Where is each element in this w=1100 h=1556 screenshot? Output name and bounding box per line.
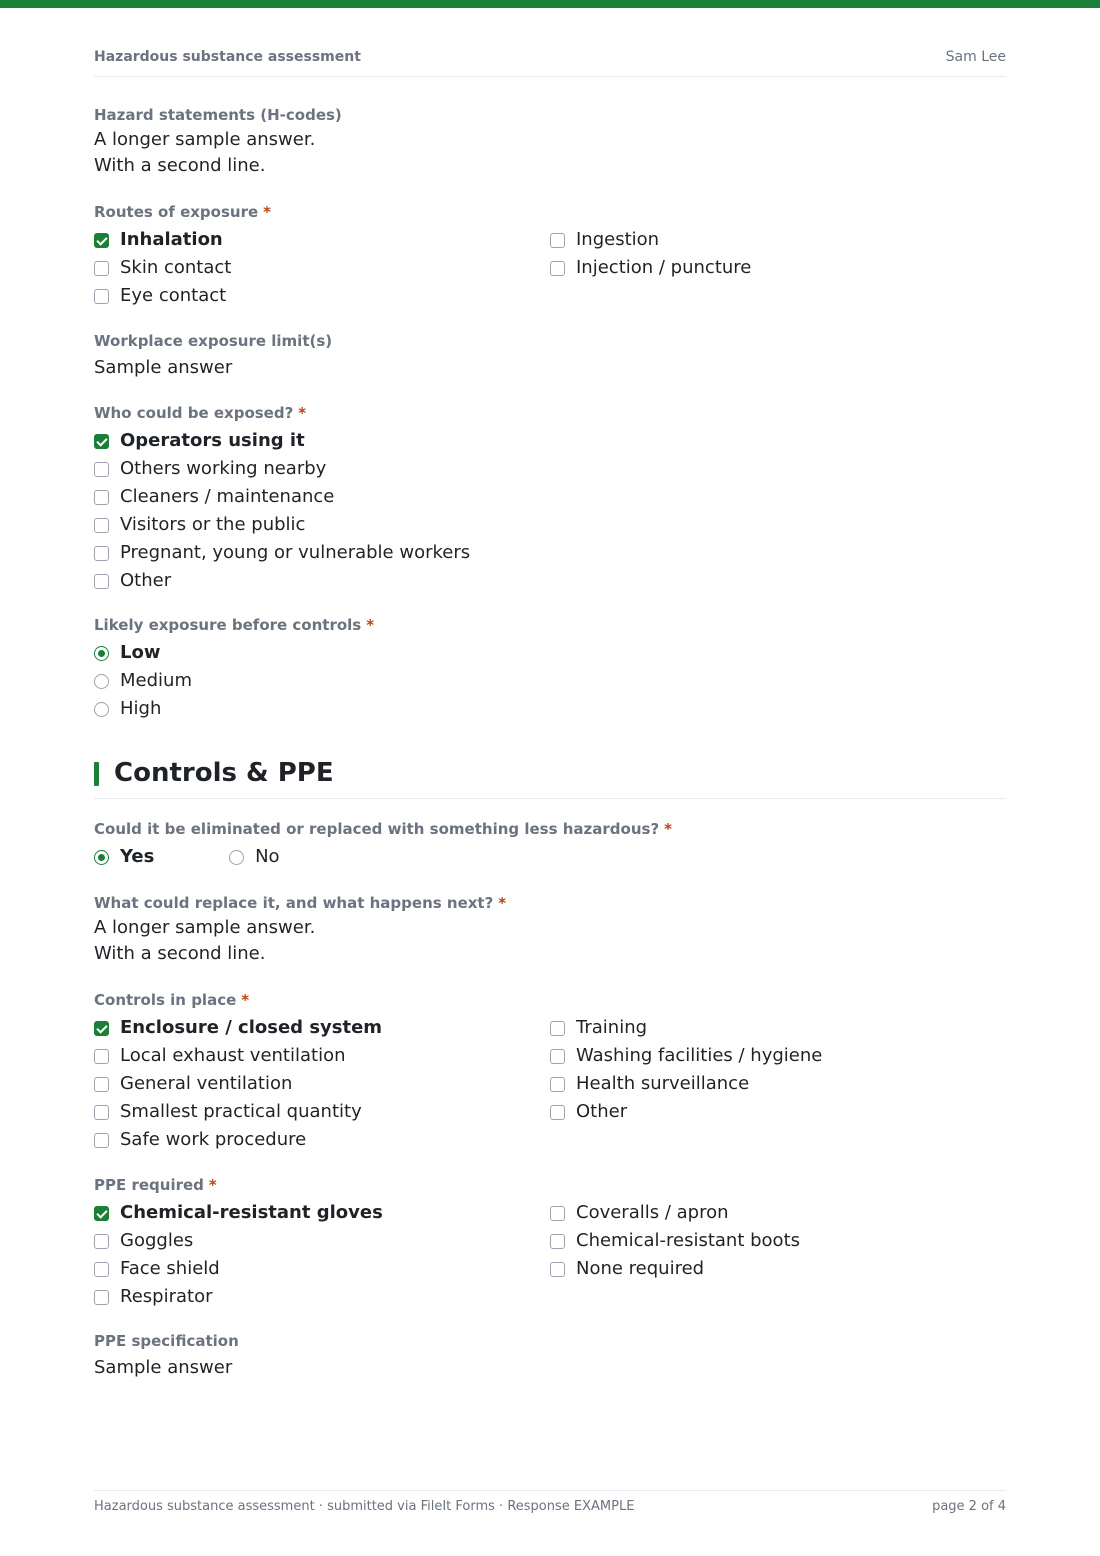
answer-line: With a second line. xyxy=(94,943,266,964)
option-label: Chemical-resistant gloves xyxy=(120,1202,383,1223)
option-label: None required xyxy=(576,1258,705,1279)
label-text: Who could be exposed? xyxy=(94,404,294,422)
label-text: PPE required xyxy=(94,1176,204,1194)
checkbox-icon xyxy=(550,1021,565,1036)
checkbox-checked-icon xyxy=(94,434,109,449)
checkbox-icon xyxy=(94,1133,109,1148)
question-label xyxy=(94,990,1006,1010)
option-label: Chemical-resistant boots xyxy=(576,1230,801,1251)
answer-line: Sample answer xyxy=(94,1357,233,1378)
radio-icon xyxy=(94,674,109,689)
page-number: page 2 of 4 xyxy=(932,1499,1006,1514)
checkbox-icon xyxy=(94,1290,109,1305)
checkbox-option-skin-contact[interactable] xyxy=(94,254,231,282)
option-label: Skin contact xyxy=(120,257,232,278)
question-label: Workplace exposure limit(s) xyxy=(94,332,333,350)
required-marker: * xyxy=(263,203,272,221)
option-label: High xyxy=(120,698,162,719)
question-label xyxy=(94,1175,1006,1195)
required-marker: * xyxy=(298,404,307,422)
checkbox-option-respirator[interactable] xyxy=(94,1283,383,1311)
label-text: Controls in place xyxy=(94,991,237,1009)
checkbox-icon xyxy=(550,1049,565,1064)
radio-option-medium[interactable] xyxy=(94,667,1006,695)
option-label: Eye contact xyxy=(120,285,227,306)
checkbox-checked-icon xyxy=(94,1206,109,1221)
checkbox-icon xyxy=(94,261,109,276)
checkbox-icon xyxy=(550,1262,565,1277)
question-ppe-specification xyxy=(94,1331,1006,1381)
checkbox-option-others-nearby[interactable] xyxy=(94,455,470,483)
required-marker: * xyxy=(366,616,375,634)
footer-source: Hazardous substance assessment · submitted via FileIt Forms · Response EXAMPLE xyxy=(94,1499,635,1514)
checkbox-option-training[interactable] xyxy=(550,1014,822,1042)
checkbox-option-gloves[interactable] xyxy=(94,1199,383,1227)
checkbox-icon xyxy=(94,1262,109,1277)
answer-line: With a second line. xyxy=(94,155,266,176)
answer-text xyxy=(94,127,1006,179)
question-label: PPE specification xyxy=(94,1332,239,1350)
checkbox-icon xyxy=(94,1105,109,1120)
option-label: Inhalation xyxy=(120,229,223,250)
option-label: Injection / puncture xyxy=(576,257,752,278)
page-footer xyxy=(94,1490,1006,1514)
answer-text xyxy=(94,355,1006,381)
checkbox-option-washing-facilities[interactable] xyxy=(550,1042,822,1070)
checkbox-option-face-shield[interactable] xyxy=(94,1255,383,1283)
section-heading xyxy=(94,760,1006,799)
checkbox-group xyxy=(94,1199,1006,1311)
radio-option-no[interactable] xyxy=(229,843,279,871)
option-label: Local exhaust ventilation xyxy=(120,1045,346,1066)
option-label: No xyxy=(255,846,280,867)
checkbox-option-enclosure[interactable] xyxy=(94,1014,382,1042)
option-label: Ingestion xyxy=(576,229,660,250)
radio-icon xyxy=(229,850,244,865)
option-label: Other xyxy=(120,570,172,591)
checkbox-option-visitors[interactable] xyxy=(94,511,470,539)
option-label: Health surveillance xyxy=(576,1073,750,1094)
option-label: Others working nearby xyxy=(120,458,327,479)
option-label: Operators using it xyxy=(120,430,305,451)
question-eliminate-or-replace xyxy=(94,819,1006,871)
checkbox-column xyxy=(94,1199,383,1311)
checkbox-icon xyxy=(550,1234,565,1249)
checkbox-group xyxy=(94,226,1006,310)
question-label xyxy=(94,819,1006,839)
answer-line: A longer sample answer. xyxy=(94,917,316,938)
checkbox-option-vulnerable-workers[interactable] xyxy=(94,539,470,567)
checkbox-option-operators[interactable] xyxy=(94,427,470,455)
checkbox-icon xyxy=(550,261,565,276)
option-label: Visitors or the public xyxy=(120,514,306,535)
page-header xyxy=(94,49,1006,77)
checkbox-group xyxy=(94,1014,1006,1154)
checkbox-option-local-exhaust[interactable] xyxy=(94,1042,382,1070)
radio-option-low[interactable] xyxy=(94,639,1006,667)
question-controls-in-place xyxy=(94,990,1006,1154)
option-label: Smallest practical quantity xyxy=(120,1101,362,1122)
radio-selected-icon xyxy=(94,850,109,865)
question-label xyxy=(94,893,1006,913)
radio-group xyxy=(94,639,1006,723)
checkbox-icon xyxy=(94,546,109,561)
radio-option-yes[interactable] xyxy=(94,843,224,871)
option-label: General ventilation xyxy=(120,1073,293,1094)
option-label: Other xyxy=(576,1101,628,1122)
radio-option-high[interactable] xyxy=(94,695,1006,723)
checkbox-icon xyxy=(550,233,565,248)
checkbox-option-health-surveillance[interactable] xyxy=(550,1070,822,1098)
question-label xyxy=(94,615,1006,635)
radio-group xyxy=(94,843,1006,871)
checkbox-group xyxy=(94,427,1006,595)
checkbox-option-boots[interactable] xyxy=(550,1227,800,1255)
top-accent-bar xyxy=(0,0,1100,8)
question-who-could-be-exposed xyxy=(94,403,1006,595)
checkbox-option-inhalation[interactable] xyxy=(94,226,231,254)
checkbox-checked-icon xyxy=(94,1021,109,1036)
checkbox-option-none-required[interactable] xyxy=(550,1255,800,1283)
checkbox-option-other[interactable] xyxy=(94,567,470,595)
required-marker: * xyxy=(208,1176,217,1194)
checkbox-column xyxy=(94,427,470,595)
answer-text xyxy=(94,915,1006,967)
question-label xyxy=(94,202,1006,222)
checkbox-option-safe-procedure[interactable] xyxy=(94,1126,382,1154)
checkbox-icon xyxy=(550,1077,565,1092)
checkbox-option-other[interactable] xyxy=(550,1098,822,1126)
checkbox-icon xyxy=(94,1234,109,1249)
question-workplace-exposure-limits xyxy=(94,331,1006,381)
checkbox-option-ingestion[interactable] xyxy=(550,226,751,254)
checkbox-icon xyxy=(94,574,109,589)
checkbox-column xyxy=(550,1014,822,1126)
checkbox-icon xyxy=(94,462,109,477)
section-title: Controls & PPE xyxy=(114,758,334,788)
option-label: Enclosure / closed system xyxy=(120,1017,383,1038)
option-label: Goggles xyxy=(120,1230,194,1251)
checkbox-column xyxy=(94,1014,382,1154)
label-text: Could it be eliminated or replaced with something less hazardous? xyxy=(94,820,660,838)
option-label: Safe work procedure xyxy=(120,1129,307,1150)
checkbox-icon xyxy=(94,1077,109,1092)
checkbox-option-injection[interactable] xyxy=(550,254,751,282)
answer-line: Sample answer xyxy=(94,357,233,378)
answer-text xyxy=(94,1355,1006,1381)
option-label: Cleaners / maintenance xyxy=(120,486,335,507)
question-label: Hazard statements (H-codes) xyxy=(94,106,342,124)
question-ppe-required xyxy=(94,1175,1006,1311)
label-text: Likely exposure before controls xyxy=(94,616,362,634)
form-title: Hazardous substance assessment xyxy=(94,49,361,65)
radio-icon xyxy=(94,702,109,717)
option-label: Pregnant, young or vulnerable workers xyxy=(120,542,471,563)
question-likely-exposure xyxy=(94,615,1006,723)
option-label: Washing facilities / hygiene xyxy=(576,1045,823,1066)
question-replacement xyxy=(94,893,1006,967)
label-text: Routes of exposure xyxy=(94,203,259,221)
option-label: Face shield xyxy=(120,1258,220,1279)
checkbox-icon xyxy=(94,518,109,533)
checkbox-icon xyxy=(94,490,109,505)
checkbox-icon xyxy=(94,1049,109,1064)
radio-selected-icon xyxy=(94,646,109,661)
required-marker: * xyxy=(498,894,507,912)
required-marker: * xyxy=(241,991,250,1009)
option-label: Medium xyxy=(120,670,192,691)
question-label xyxy=(94,403,1006,423)
checkbox-icon xyxy=(550,1206,565,1221)
checkbox-option-smallest-quantity[interactable] xyxy=(94,1098,382,1126)
question-hazard-statements xyxy=(94,105,1006,179)
option-label: Yes xyxy=(120,846,155,867)
checkbox-option-cleaners[interactable] xyxy=(94,483,470,511)
checkbox-column xyxy=(550,1199,800,1283)
checkbox-option-coveralls[interactable] xyxy=(550,1199,800,1227)
checkbox-column xyxy=(550,226,751,282)
checkbox-option-eye-contact[interactable] xyxy=(94,282,231,310)
required-marker: * xyxy=(664,820,673,838)
option-label: Coveralls / apron xyxy=(576,1202,729,1223)
section-accent-bar xyxy=(94,762,99,786)
question-routes-of-exposure xyxy=(94,202,1006,310)
checkbox-option-goggles[interactable] xyxy=(94,1227,383,1255)
checkbox-checked-icon xyxy=(94,233,109,248)
checkbox-icon xyxy=(550,1105,565,1120)
checkbox-column xyxy=(94,226,231,310)
checkbox-icon xyxy=(94,289,109,304)
label-text: What could replace it, and what happens next? xyxy=(94,894,494,912)
respondent-name: Sam Lee xyxy=(945,49,1006,65)
option-label: Low xyxy=(120,642,161,663)
option-label: Training xyxy=(576,1017,648,1038)
answer-line: A longer sample answer. xyxy=(94,129,316,150)
checkbox-option-general-ventilation[interactable] xyxy=(94,1070,382,1098)
option-label: Respirator xyxy=(120,1286,213,1307)
